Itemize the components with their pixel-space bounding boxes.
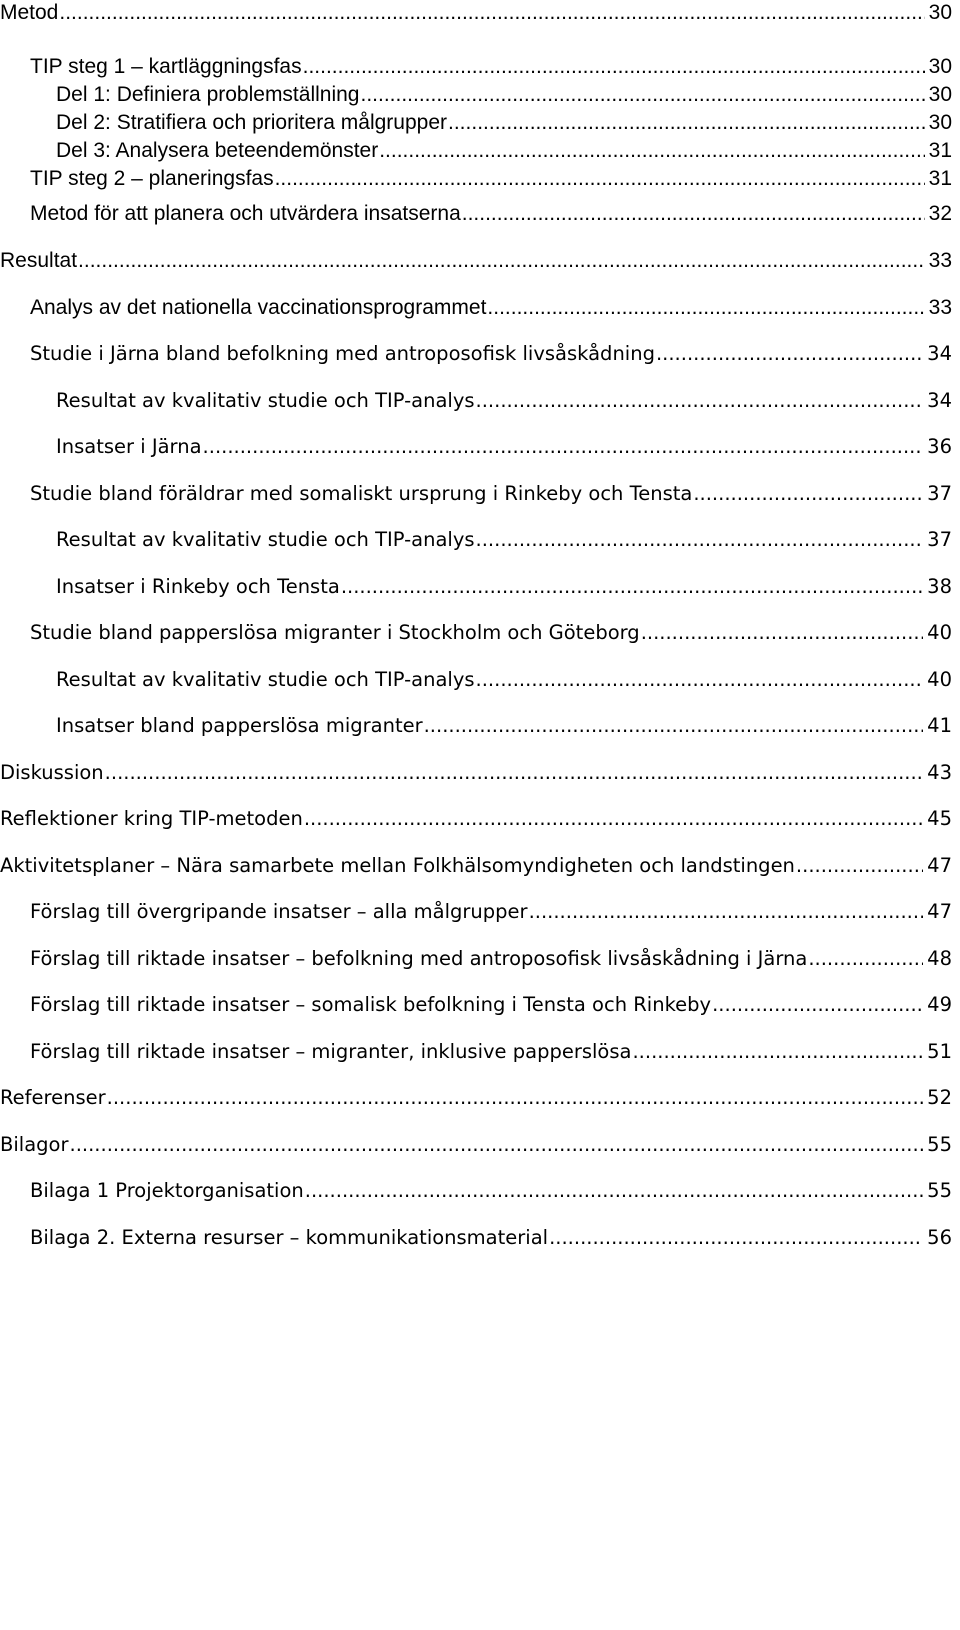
toc-entry[interactable] [0, 804, 952, 834]
toc-entry-page: 40 [927, 668, 952, 691]
toc-entry[interactable] [0, 386, 952, 416]
toc-entry-page: 51 [927, 1040, 952, 1063]
toc-dot-leader [303, 52, 925, 82]
toc-dot-leader [529, 897, 924, 927]
toc-entry-page: 37 [927, 528, 952, 551]
toc-dot-leader [304, 804, 923, 834]
toc-entry-page: 30 [928, 1, 952, 24]
toc-entry-page: 34 [927, 389, 952, 412]
toc-entry[interactable] [0, 0, 952, 28]
toc-entry-page: 36 [927, 435, 952, 458]
toc-entry-page: 47 [927, 854, 952, 877]
toc-dot-leader [632, 1037, 923, 1067]
toc-entry-label: Insatser i Järna [56, 435, 202, 458]
toc-entry-label: Reflektioner kring TIP-metoden [0, 807, 303, 830]
toc-entry[interactable] [0, 293, 952, 323]
toc-dot-leader [712, 990, 923, 1020]
toc-entry-page: 33 [928, 296, 952, 319]
toc-entry-label: Aktivitetsplaner – Nära samarbete mellan Folkhälsomyndigheten och landstingen [0, 854, 795, 877]
toc-entry-page: 49 [927, 993, 952, 1016]
toc-entry-label: Resultat av kvalitativ studie och TIP-analys [56, 389, 475, 412]
toc-dot-leader [70, 1130, 924, 1160]
toc-entry-page: 31 [928, 167, 952, 190]
toc-entry-page: 45 [927, 807, 952, 830]
toc-entry-label: Bilaga 2. Externa resurser – kommunikationsmaterial [30, 1226, 549, 1249]
toc-dot-leader [107, 1083, 924, 1113]
toc-entry-label: Analys av det nationella vaccinationsprogrammet [30, 296, 487, 319]
toc-dot-leader [275, 164, 925, 194]
toc-entry[interactable] [0, 572, 952, 602]
toc-entry-label: Diskussion [0, 761, 104, 784]
toc-entry[interactable] [0, 432, 952, 462]
toc-entry-label: Resultat av kvalitativ studie och TIP-analys [56, 528, 475, 551]
toc-entry-page: 31 [928, 139, 952, 162]
toc-entry-label: Metod för att planera och utvärdera insatserna [30, 202, 461, 225]
toc-entry-page: 34 [927, 342, 952, 365]
toc-entry[interactable] [0, 944, 952, 974]
toc-dot-leader [59, 0, 924, 28]
toc-entry-label: Del 2: Stratifiera och prioritera målgrupper [56, 111, 448, 134]
toc-entry[interactable] [0, 897, 952, 927]
toc-entry-page: 40 [927, 621, 952, 644]
toc-entry[interactable] [0, 339, 952, 369]
toc-entry-label: Bilagor [0, 1133, 69, 1156]
toc-entry-label: Förslag till riktade insatser – somalisk befolkning i Tensta och Rinkeby [30, 993, 712, 1016]
toc-entry[interactable] [0, 108, 952, 138]
toc-entry-label: Resultat av kvalitativ studie och TIP-analys [56, 668, 475, 691]
toc-entry[interactable] [0, 52, 952, 82]
toc-entry[interactable] [0, 1037, 952, 1067]
toc-dot-leader [693, 479, 923, 509]
toc-dot-leader [341, 572, 923, 602]
toc-entry[interactable] [0, 1130, 952, 1160]
toc-entry-label: Förslag till riktade insatser – migranter, inklusive papperslösa [30, 1040, 632, 1063]
toc-entry-page: 30 [928, 83, 952, 106]
toc-dot-leader [476, 665, 924, 695]
toc-entry-page: 32 [928, 202, 952, 225]
toc-entry-page: 30 [928, 55, 952, 78]
toc-entry[interactable] [0, 525, 952, 555]
toc-entry[interactable] [0, 479, 952, 509]
toc-dot-leader [361, 80, 925, 110]
toc-entry-page: 55 [927, 1179, 952, 1202]
toc-dot-leader [808, 944, 923, 974]
toc-entry-label: Studie bland papperslösa migranter i Stockholm och Göteborg [30, 621, 640, 644]
toc-entry[interactable] [0, 990, 952, 1020]
toc-entry-label: TIP steg 2 – planeringsfas [30, 167, 274, 190]
toc-dot-leader [105, 758, 924, 788]
toc-dot-leader [549, 1223, 923, 1253]
toc-entry-page: 48 [927, 947, 952, 970]
toc-entry[interactable] [0, 758, 952, 788]
toc-entry-label: TIP steg 1 – kartläggningsfas [30, 55, 302, 78]
toc-entry[interactable] [0, 1176, 952, 1206]
toc-entry-page: 47 [927, 900, 952, 923]
toc-entry-label: Resultat [0, 249, 78, 272]
toc-entry[interactable] [0, 164, 952, 194]
toc-dot-leader [487, 293, 924, 323]
toc-entry-label: Referenser [0, 1086, 106, 1109]
toc-entry-label: Studie bland föräldrar med somaliskt ursprung i Rinkeby och Tensta [30, 482, 693, 505]
toc-dot-leader [656, 339, 923, 369]
toc-entry[interactable] [0, 711, 952, 741]
toc-entry-page: 55 [927, 1133, 952, 1156]
toc-dot-leader [462, 199, 925, 229]
toc-entry[interactable] [0, 246, 952, 276]
toc-entry[interactable] [0, 665, 952, 695]
toc-entry-label: Insatser bland papperslösa migranter [56, 714, 423, 737]
toc-entry-page: 33 [928, 249, 952, 272]
toc-entry[interactable] [0, 1223, 952, 1253]
toc-dot-leader [424, 711, 924, 741]
toc-entry-label: Insatser i Rinkeby och Tensta [56, 575, 340, 598]
toc-entry-page: 41 [927, 714, 952, 737]
toc-entry-page: 38 [927, 575, 952, 598]
toc-entry[interactable] [0, 80, 952, 110]
toc-entry-label: Förslag till riktade insatser – befolkning med antroposofisk livsåskådning i Järna [30, 947, 808, 970]
toc-dot-leader [78, 246, 925, 276]
toc-entry[interactable] [0, 199, 952, 229]
toc-dot-leader [476, 525, 924, 555]
toc-entry-page: 30 [928, 111, 952, 134]
toc-entry-label: Metod [0, 1, 59, 24]
toc-entry[interactable] [0, 618, 952, 648]
toc-dot-leader [379, 136, 924, 166]
toc-entry-page: 56 [927, 1226, 952, 1249]
toc-dot-leader [305, 1176, 923, 1206]
toc-entry-page: 52 [927, 1086, 952, 1109]
toc-dot-leader [448, 108, 925, 138]
toc-entry[interactable] [0, 136, 952, 166]
toc-entry-page: 43 [927, 761, 952, 784]
toc-entry[interactable] [0, 851, 952, 881]
toc-dot-leader [203, 432, 924, 462]
toc-entry-page: 37 [927, 482, 952, 505]
toc-entry-label: Studie i Järna bland befolkning med antroposofisk livsåskådning [30, 342, 655, 365]
toc-dot-leader [476, 386, 924, 416]
toc-entry-label: Förslag till övergripande insatser – alla målgrupper [30, 900, 528, 923]
toc-dot-leader [796, 851, 923, 881]
toc-entry-label: Bilaga 1 Projektorganisation [30, 1179, 304, 1202]
toc-entry-label: Del 3: Analysera beteendemönster [56, 139, 379, 162]
toc-entry[interactable] [0, 1083, 952, 1113]
toc-dot-leader [641, 618, 923, 648]
toc-entry-label: Del 1: Definiera problemställning [56, 83, 360, 106]
